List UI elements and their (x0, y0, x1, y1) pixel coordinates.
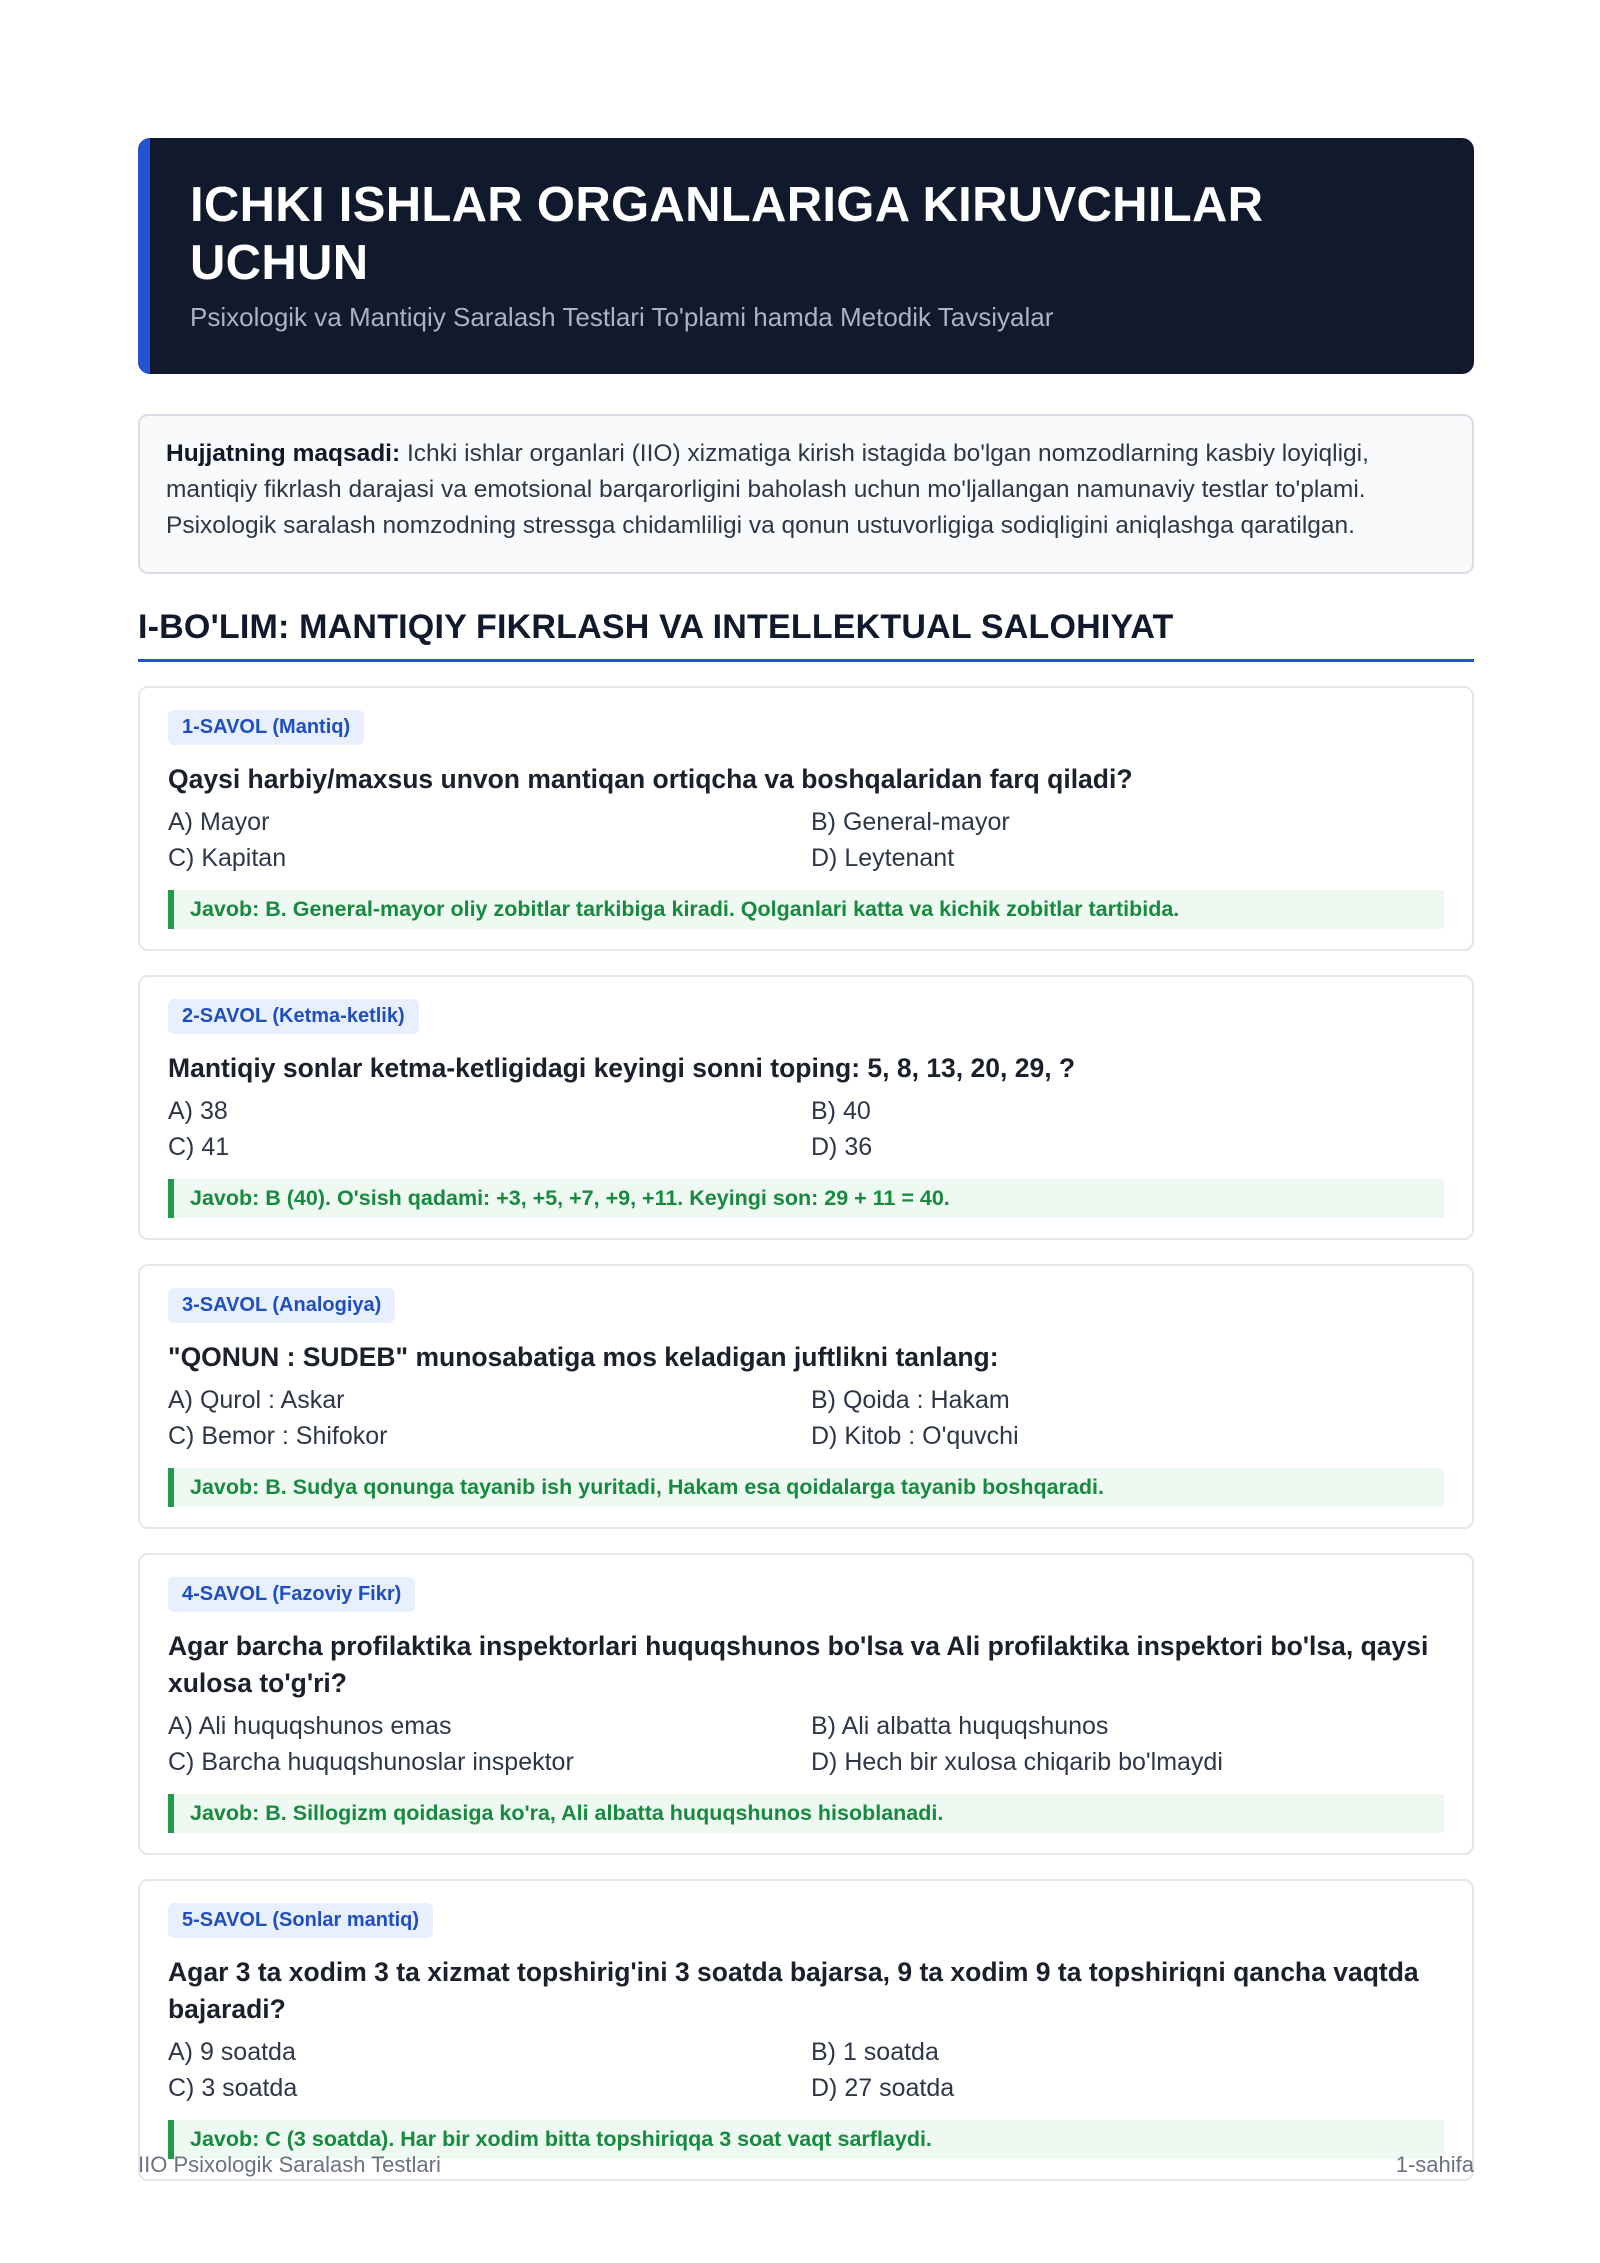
question-card-1 (138, 686, 1474, 951)
option-a: A) Mayor (168, 808, 270, 836)
header-accent-bar (138, 138, 150, 374)
question-badge: 1-SAVOL (Mantiq) (168, 710, 364, 745)
option-a: A) Qurol : Askar (168, 1386, 345, 1414)
question-badge: 4-SAVOL (Fazoviy Fikr) (168, 1577, 415, 1612)
question-text: Agar 3 ta xodim 3 ta xizmat topshirig'ini 3 soatda bajarsa, 9 ta xodim 9 ta topshiriqni qancha vaqtda bajaradi? (168, 1957, 1419, 2024)
option-c: C) 3 soatda (168, 2074, 298, 2102)
purpose-text: Ichki ishlar organlari (IIO) xizmatiga kirish istagida bo'lgan nomzodlarning kasbiy loyiqligi, mantiqiy fikrlash darajasi va emotsional barqarorligini baholash uchun mo'ljallangan namunaviy testlar to'plami. Psixologik saralash nomzodning stressga chidamliligi va qonun ustuvorligiga sodiqligini aniqlashga qaratilgan. (166, 440, 1369, 539)
option-d: D) 27 soatda (811, 2074, 955, 2102)
option-d: D) Hech bir xulosa chiqarib bo'lmaydi (811, 1748, 1223, 1776)
answer-box: Javob: B. Sillogizm qoidasiga ko'ra, Ali albatta huquqshunos hisoblanadi. (168, 1794, 1444, 1833)
option-a: A) Ali huquqshunos emas (168, 1712, 452, 1740)
options-grid (168, 1382, 1444, 1454)
section-title: I-BO'LIM: MANTIQIY FIKRLASH VA INTELLEKTUAL SALOHIYAT (138, 608, 1474, 662)
options-grid (168, 804, 1444, 876)
answer-box: Javob: B. General-mayor oliy zobitlar tarkibiga kiradi. Qolganlari katta va kichik zobitlar tartibida. (168, 890, 1444, 929)
footer-title: IIO Psixologik Saralash Testlari (138, 2152, 441, 2177)
question-badge: 2-SAVOL (Ketma-ketlik) (168, 999, 419, 1034)
option-a: A) 38 (168, 1097, 228, 1125)
options-grid (168, 1093, 1444, 1165)
options-grid (168, 2034, 1444, 2106)
document-header (138, 138, 1474, 374)
question-card-5 (138, 1879, 1474, 2181)
option-b: B) General-mayor (811, 808, 1010, 836)
question-badge: 5-SAVOL (Sonlar mantiq) (168, 1903, 433, 1938)
question-card-3 (138, 1264, 1474, 1529)
question-badge: 3-SAVOL (Analogiya) (168, 1288, 395, 1323)
option-c: C) 41 (168, 1133, 230, 1161)
question-card-4 (138, 1553, 1474, 1855)
option-d: D) Kitob : O'quvchi (811, 1422, 1019, 1450)
question-text: "QONUN : SUDEB" munosabatiga mos keladigan juftlikni tanlang: (168, 1342, 999, 1372)
page-footer (138, 2152, 1474, 2178)
option-c: C) Barcha huquqshunoslar inspektor (168, 1748, 574, 1776)
purpose-label: Hujjatning maqsadi: (166, 440, 401, 467)
options-grid (168, 1708, 1444, 1780)
answer-box: Javob: B. Sudya qonunga tayanib ish yuritadi, Hakam esa qoidalarga tayanib boshqaradi. (168, 1468, 1444, 1507)
option-c: C) Bemor : Shifokor (168, 1422, 388, 1450)
option-d: D) 36 (811, 1133, 873, 1161)
option-c: C) Kapitan (168, 844, 287, 872)
option-b: B) Ali albatta huquqshunos (811, 1712, 1109, 1740)
document-title: ICHKI ISHLAR ORGANLARIGA KIRUVCHILAR UCHUN (190, 178, 1264, 290)
answer-box: Javob: C (3 soatda). Har bir xodim bitta topshiriqqa 3 soat vaqt sarflaydi. (168, 2120, 1444, 2159)
option-a: A) 9 soatda (168, 2038, 296, 2066)
document-page (138, 138, 1474, 2181)
document-subtitle: Psixologik va Mantiqiy Saralash Testlari To'plami hamda Metodik Tavsiyalar (190, 302, 1054, 332)
page-number: 1-sahifa (1395, 2152, 1474, 2177)
question-text: Mantiqiy sonlar ketma-ketligidagi keyingi sonni toping: 5, 8, 13, 20, 29, ? (168, 1053, 1076, 1083)
purpose-box (138, 414, 1474, 574)
question-text: Qaysi harbiy/maxsus unvon mantiqan ortiqcha va boshqalaridan farq qiladi? (168, 764, 1133, 794)
option-d: D) Leytenant (811, 844, 955, 872)
question-text: Agar barcha profilaktika inspektorlari huquqshunos bo'lsa va Ali profilaktika inspektori bo'lsa, qaysi xulosa to'g'ri? (168, 1631, 1429, 1698)
question-card-2 (138, 975, 1474, 1240)
option-b: B) 40 (811, 1097, 871, 1125)
option-b: B) Qoida : Hakam (811, 1386, 1010, 1414)
answer-box: Javob: B (40). O'sish qadami: +3, +5, +7, +9, +11. Keyingi son: 29 + 11 = 40. (168, 1179, 1444, 1218)
option-b: B) 1 soatda (811, 2038, 939, 2066)
